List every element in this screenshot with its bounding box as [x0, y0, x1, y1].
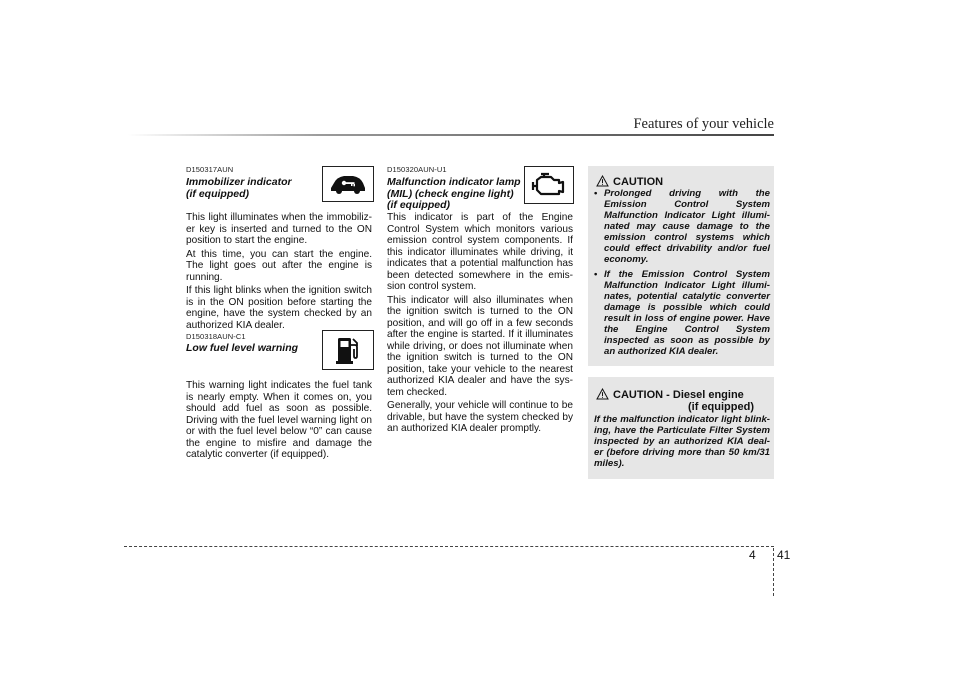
caution-title: CAUTION: [613, 176, 664, 188]
immobilizer-title-line1: Immobilizer indicator: [186, 176, 292, 188]
warning-triangle-icon: [596, 388, 609, 400]
mil-title-line1: Malfunction indicator lamp: [387, 176, 521, 188]
diesel-caution-body: If the malfunction indicator light blink-ing, have the Particulate Filter System inspected by an authorized KIA deal-er (before driving more than 50 km/31 miles).: [594, 414, 770, 469]
fuel-paragraph: This warning light indicates the fuel tank is nearly empty. When it comes on, you should add fuel as soon as possible. Driving with the fuel level warning light on or with the fuel level below “0” can cause the engine to misfire and damage the catalytic converter (if equipped).: [186, 380, 372, 460]
mil-paragraph-3: Generally, your vehicle will continue to be drivable, but have the system checked by an authorized KIA dealer promptly.: [387, 400, 573, 434]
immobilizer-body: [186, 212, 372, 333]
diesel-caution-title-line2: (if equipped): [688, 401, 754, 413]
footer-rule: [124, 546, 774, 547]
caution-box-diesel: [588, 377, 774, 479]
mil-body: [387, 212, 573, 437]
immobilizer-icon-box: [322, 166, 374, 202]
caution-bullet-1: • Prolonged driving with the Emission Control System Malfunction Indicator Light illumi-nated may cause damage to the emission control systems which could effect drivability and/or fuel economy.: [594, 188, 770, 265]
caution-heading: [596, 175, 663, 188]
diesel-caution-heading: [596, 388, 768, 413]
immobilizer-title: [186, 177, 316, 200]
fuel-icon-box: [322, 330, 374, 370]
caution-box-emission: [588, 166, 774, 366]
mil-icon-box: [524, 166, 574, 204]
diesel-caution-title-line1: CAUTION - Diesel engine: [613, 389, 744, 401]
chapter-number: 4: [749, 548, 756, 562]
check-engine-icon: [529, 172, 569, 198]
caution-list: [594, 188, 770, 357]
page-header-title: Features of your vehicle: [633, 116, 774, 132]
fuel-pump-icon: [335, 335, 361, 365]
fuel-title: Low fuel level warning: [186, 342, 299, 354]
section-code-immobilizer: D150317AUN: [186, 165, 234, 174]
mil-title: [387, 177, 521, 212]
mil-paragraph-2: This indicator will also illuminates when the ignition switch is turned to the ON position, and will go off in a few seconds after the engine is started. If it illuminates while driving, or does not illuminate when the ignition switch is turned to the ON position, take your vehicle to the nearest authorized KIA dealer and have the sys-tem checked.: [387, 294, 573, 398]
immobilizer-title-line2: (if equipped): [186, 187, 249, 200]
immobilizer-paragraph-3: If this light blinks when the ignition switch is in the ON position before starting the engine, have the system checked by an authorized KIA dealer.: [186, 285, 372, 331]
car-key-icon: [329, 173, 367, 195]
mil-paragraph-1: This indicator is part of the Engine Control System which monitors various emission control system components. If this indicator illuminates while driving, it indicates that a potential malfunction has been detected somewhere in the emis-sion control system.: [387, 212, 573, 292]
warning-triangle-icon: [596, 175, 609, 187]
page-number-divider: [773, 548, 774, 596]
section-code-mil: D150320AUN-U1: [387, 165, 447, 174]
mil-title-line3: (if equipped): [387, 199, 450, 211]
mil-title-line2: (MIL) (check engine light): [387, 187, 514, 200]
header-rule: [128, 134, 774, 136]
caution-bullet-2: • If the Emission Control System Malfunction Indicator Light illumi-nates, potential catalytic converter damage is possible which could result in loss of engine power. Have the Engine Control System inspected as soon as possible by an authorized KIA dealer.: [594, 269, 770, 357]
immobilizer-paragraph-2: At this time, you can start the engine. The light goes out after the engine is running.: [186, 248, 372, 283]
section-code-fuel: D150318AUN-C1: [186, 332, 246, 341]
immobilizer-paragraph-1: This light illuminates when the immobiliz-er key is inserted and turned to the ON position to start the engine.: [186, 212, 372, 246]
fuel-body: [186, 380, 372, 463]
page-number: 41: [777, 548, 791, 562]
